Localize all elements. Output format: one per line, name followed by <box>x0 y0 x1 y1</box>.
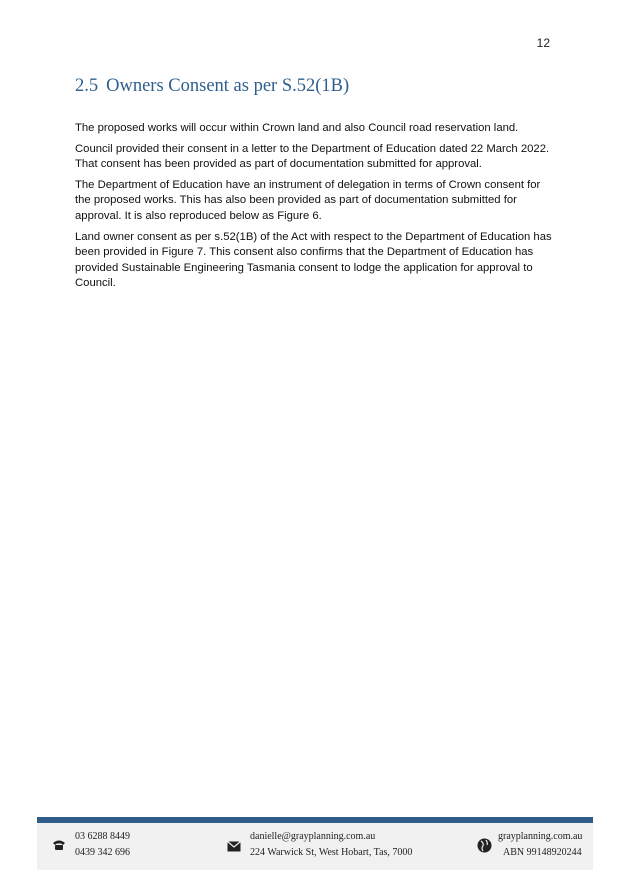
paragraph: The proposed works will occur within Crown land and also Council road reservation land. <box>75 122 519 134</box>
postal-address: 224 Warwick St, West Hobart, Tas, 7000 <box>250 847 413 858</box>
phone-icon <box>52 839 66 851</box>
section-number: 2.5 <box>75 76 99 96</box>
email-link[interactable]: danielle@grayplanning.com.au <box>250 831 376 842</box>
paragraph: Council provided their consent in a letter to the Department of Education dated 22 March 2022. That consent has been provided as part of documentation submitted for approval. <box>75 142 550 171</box>
abn-number: ABN 99148920244 <box>503 847 582 858</box>
phone-number-1: 03 6288 8449 <box>75 831 130 842</box>
paragraph: Land owner consent as per s.52(1B) of the Act with respect to the Department of Education has been provided in Figure 7. This consent also confirms that the Department of Education has provided Sustainable Engineering Tasmania consent to lodge the application for approval to Council. <box>75 230 552 290</box>
envelope-icon <box>227 841 241 852</box>
section-heading <box>75 76 349 97</box>
website-link[interactable]: grayplanning.com.au <box>498 831 583 842</box>
section-title: Owners Consent as per S.52(1B) <box>106 76 350 96</box>
phone-number-2: 0439 342 696 <box>75 847 130 858</box>
footer <box>37 823 593 870</box>
page-number: 12 <box>536 36 550 50</box>
body-text <box>75 121 555 297</box>
globe-icon <box>477 838 492 853</box>
paragraph: The Department of Education have an instrument of delegation in terms of Crown consent for the proposed works. This has also been provided as part of documentation submitted for approval. It is also reproduced below as Figure 6. <box>75 178 541 222</box>
